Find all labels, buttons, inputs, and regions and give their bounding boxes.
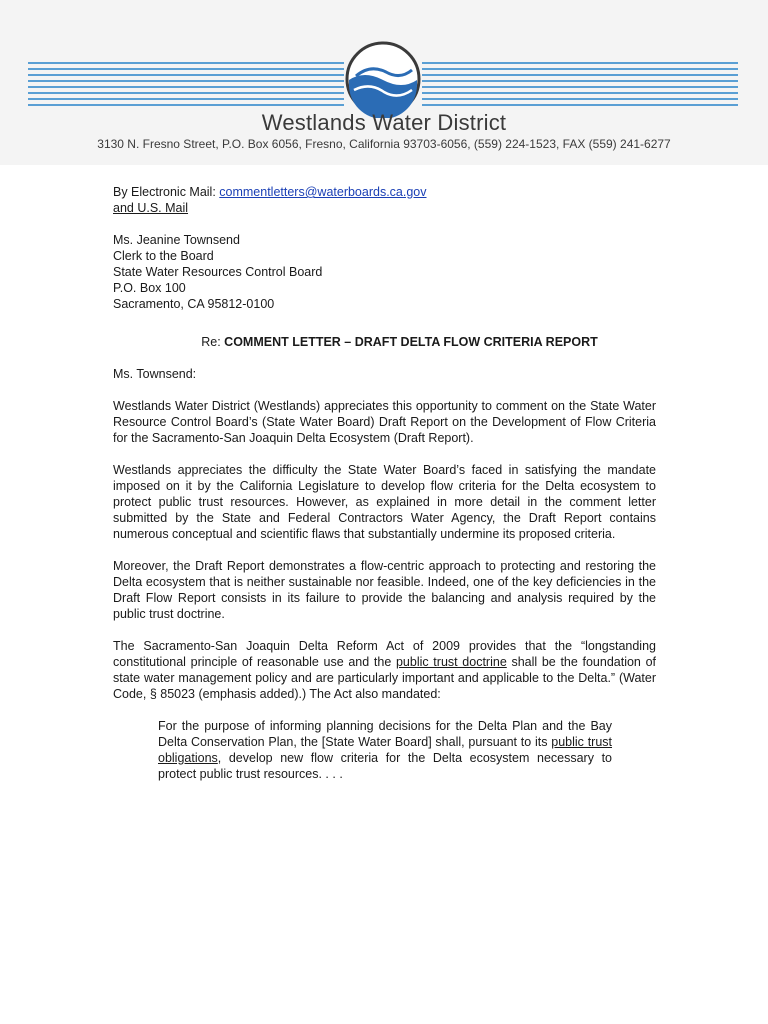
paragraph-4	[113, 638, 656, 702]
subject-line	[113, 334, 656, 350]
left-stripes	[28, 62, 344, 106]
quote-before: For the purpose of informing planning decisions for the Delta Plan and the Bay Delta Conservation Plan, the [State Water Board] shall, pursuant to its	[158, 719, 612, 749]
recipient-city: Sacramento, CA 95812-0100	[113, 297, 275, 311]
letter-body	[113, 184, 656, 782]
recipient-pobox: P.O. Box 100	[113, 281, 186, 295]
recipient-name: Ms. Jeanine Townsend	[113, 233, 240, 247]
recipient-org: State Water Resources Control Board	[113, 265, 323, 279]
paragraph-4-before: The Sacramento-San Joaquin Delta Reform Act of 2009 provides that the “longstanding constitutional principle of reasonable use and the	[113, 639, 656, 669]
paragraph-4-after: shall be the foundation of state water management policy and are particularly important and applicable to the Delta.” (Water Code, § 85023 (emphasis added).) The Act also mandated:	[113, 655, 656, 701]
organization-name: Westlands Water District	[261, 110, 507, 135]
recipient-title: Clerk to the Board	[113, 249, 214, 263]
salutation: Ms. Townsend:	[113, 367, 197, 381]
subject-text: COMMENT LETTER – DRAFT DELTA FLOW CRITERIA REPORT	[224, 335, 598, 349]
recipient-address	[113, 232, 656, 312]
paragraph-4-underlined: public trust doctrine	[395, 655, 507, 669]
water-wave-logo-icon	[344, 40, 422, 118]
delivery-line	[113, 184, 656, 200]
block-quote	[158, 718, 612, 782]
mail-line: and U.S. Mail	[113, 201, 189, 215]
paragraph-3: Moreover, the Draft Report demonstrates a flow-centric approach to protecting and restoring the Delta ecosystem that is neither sustainable nor feasible. Indeed, one of the key deficiencies in the Draft Flow Report consists in its failure to provide the balancing and analysis required by the public trust doctrine.	[113, 559, 656, 621]
paragraph-2: Westlands appreciates the difficulty the State Water Board’s faced in satisfying the mandate imposed on it by the California Legislature to develop flow criteria for the Delta ecosystem to protect public trust resources. However, as explained in more detail in the comment letter submitted by the State and Federal Contractors Water Agency, the Draft Report contains numerous conceptual and scientific flaws that substantially undermine its proposed criteria.	[113, 463, 656, 541]
organization-address: 3130 N. Fresno Street, P.O. Box 6056, Fresno, California 93703-6056, (559) 224-1523, FAX (559) 241-6277	[97, 137, 671, 151]
letterhead	[0, 0, 768, 165]
email-link[interactable]: commentletters@waterboards.ca.gov	[219, 185, 427, 199]
paragraph-1: Westlands Water District (Westlands) appreciates this opportunity to comment on the State Water Resource Control Board’s (State Water Board) Draft Report on the Development of Flow Criteria for the Sacramento-San Joaquin Delta Ecosystem (Draft Report).	[113, 399, 656, 445]
quote-after: , develop new flow criteria for the Delta ecosystem necessary to protect public trust resources. . . .	[158, 751, 612, 781]
delivery-prefix: By Electronic Mail:	[113, 185, 220, 199]
right-stripes	[422, 62, 738, 106]
quote-underlined: public trust obligations	[158, 735, 613, 765]
subject-prefix: Re:	[201, 335, 225, 349]
